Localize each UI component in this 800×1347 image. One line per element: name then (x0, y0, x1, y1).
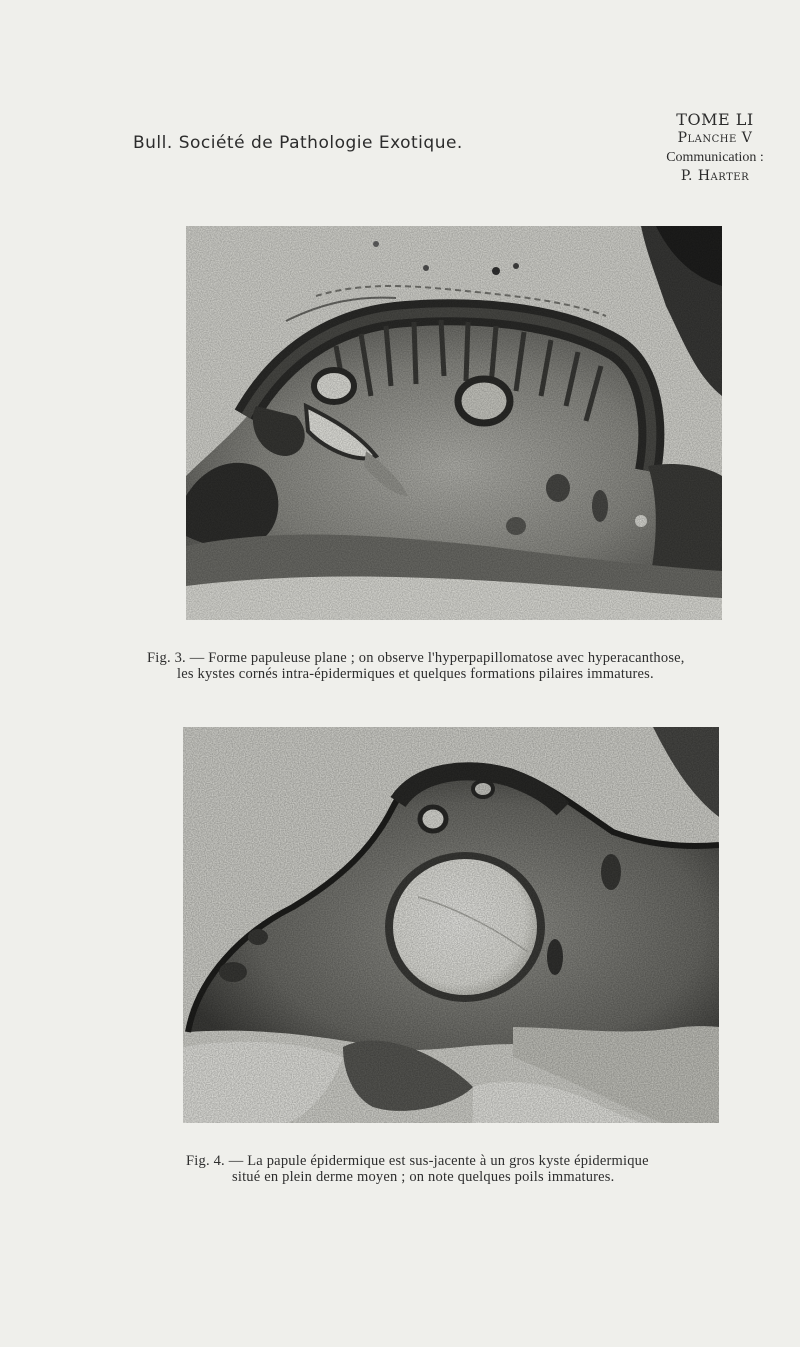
author-name: P. Harter (680, 168, 750, 184)
communication-label: Communication : (666, 150, 764, 165)
figure-3-caption-line-1: Fig. 3. — Forme papuleuse plane ; on observe l'hyperpapillomatose avec hyperacanthose, (147, 650, 685, 666)
figure-3-caption-line-2: les kystes cornés intra-épidermiques et quelques formations pilaires immatures. (177, 666, 654, 682)
figure-3-caption (147, 650, 787, 682)
plate-info (640, 110, 790, 186)
figure-4-micrograph (183, 727, 719, 1123)
figure-4-caption-line-2: situé en plein derme moyen ; on note quelques poils immatures. (232, 1169, 615, 1185)
journal-title: Bull. Société de Pathologie Exotique. (133, 133, 463, 153)
figure-4-caption (186, 1153, 746, 1185)
tome-number: TOME LI (676, 110, 754, 129)
figure-4-caption-line-1: Fig. 4. — La papule épidermique est sus-jacente à un gros kyste épidermique (186, 1153, 649, 1169)
plate-number: Planche V (677, 130, 753, 146)
figure-3-micrograph (186, 226, 722, 620)
